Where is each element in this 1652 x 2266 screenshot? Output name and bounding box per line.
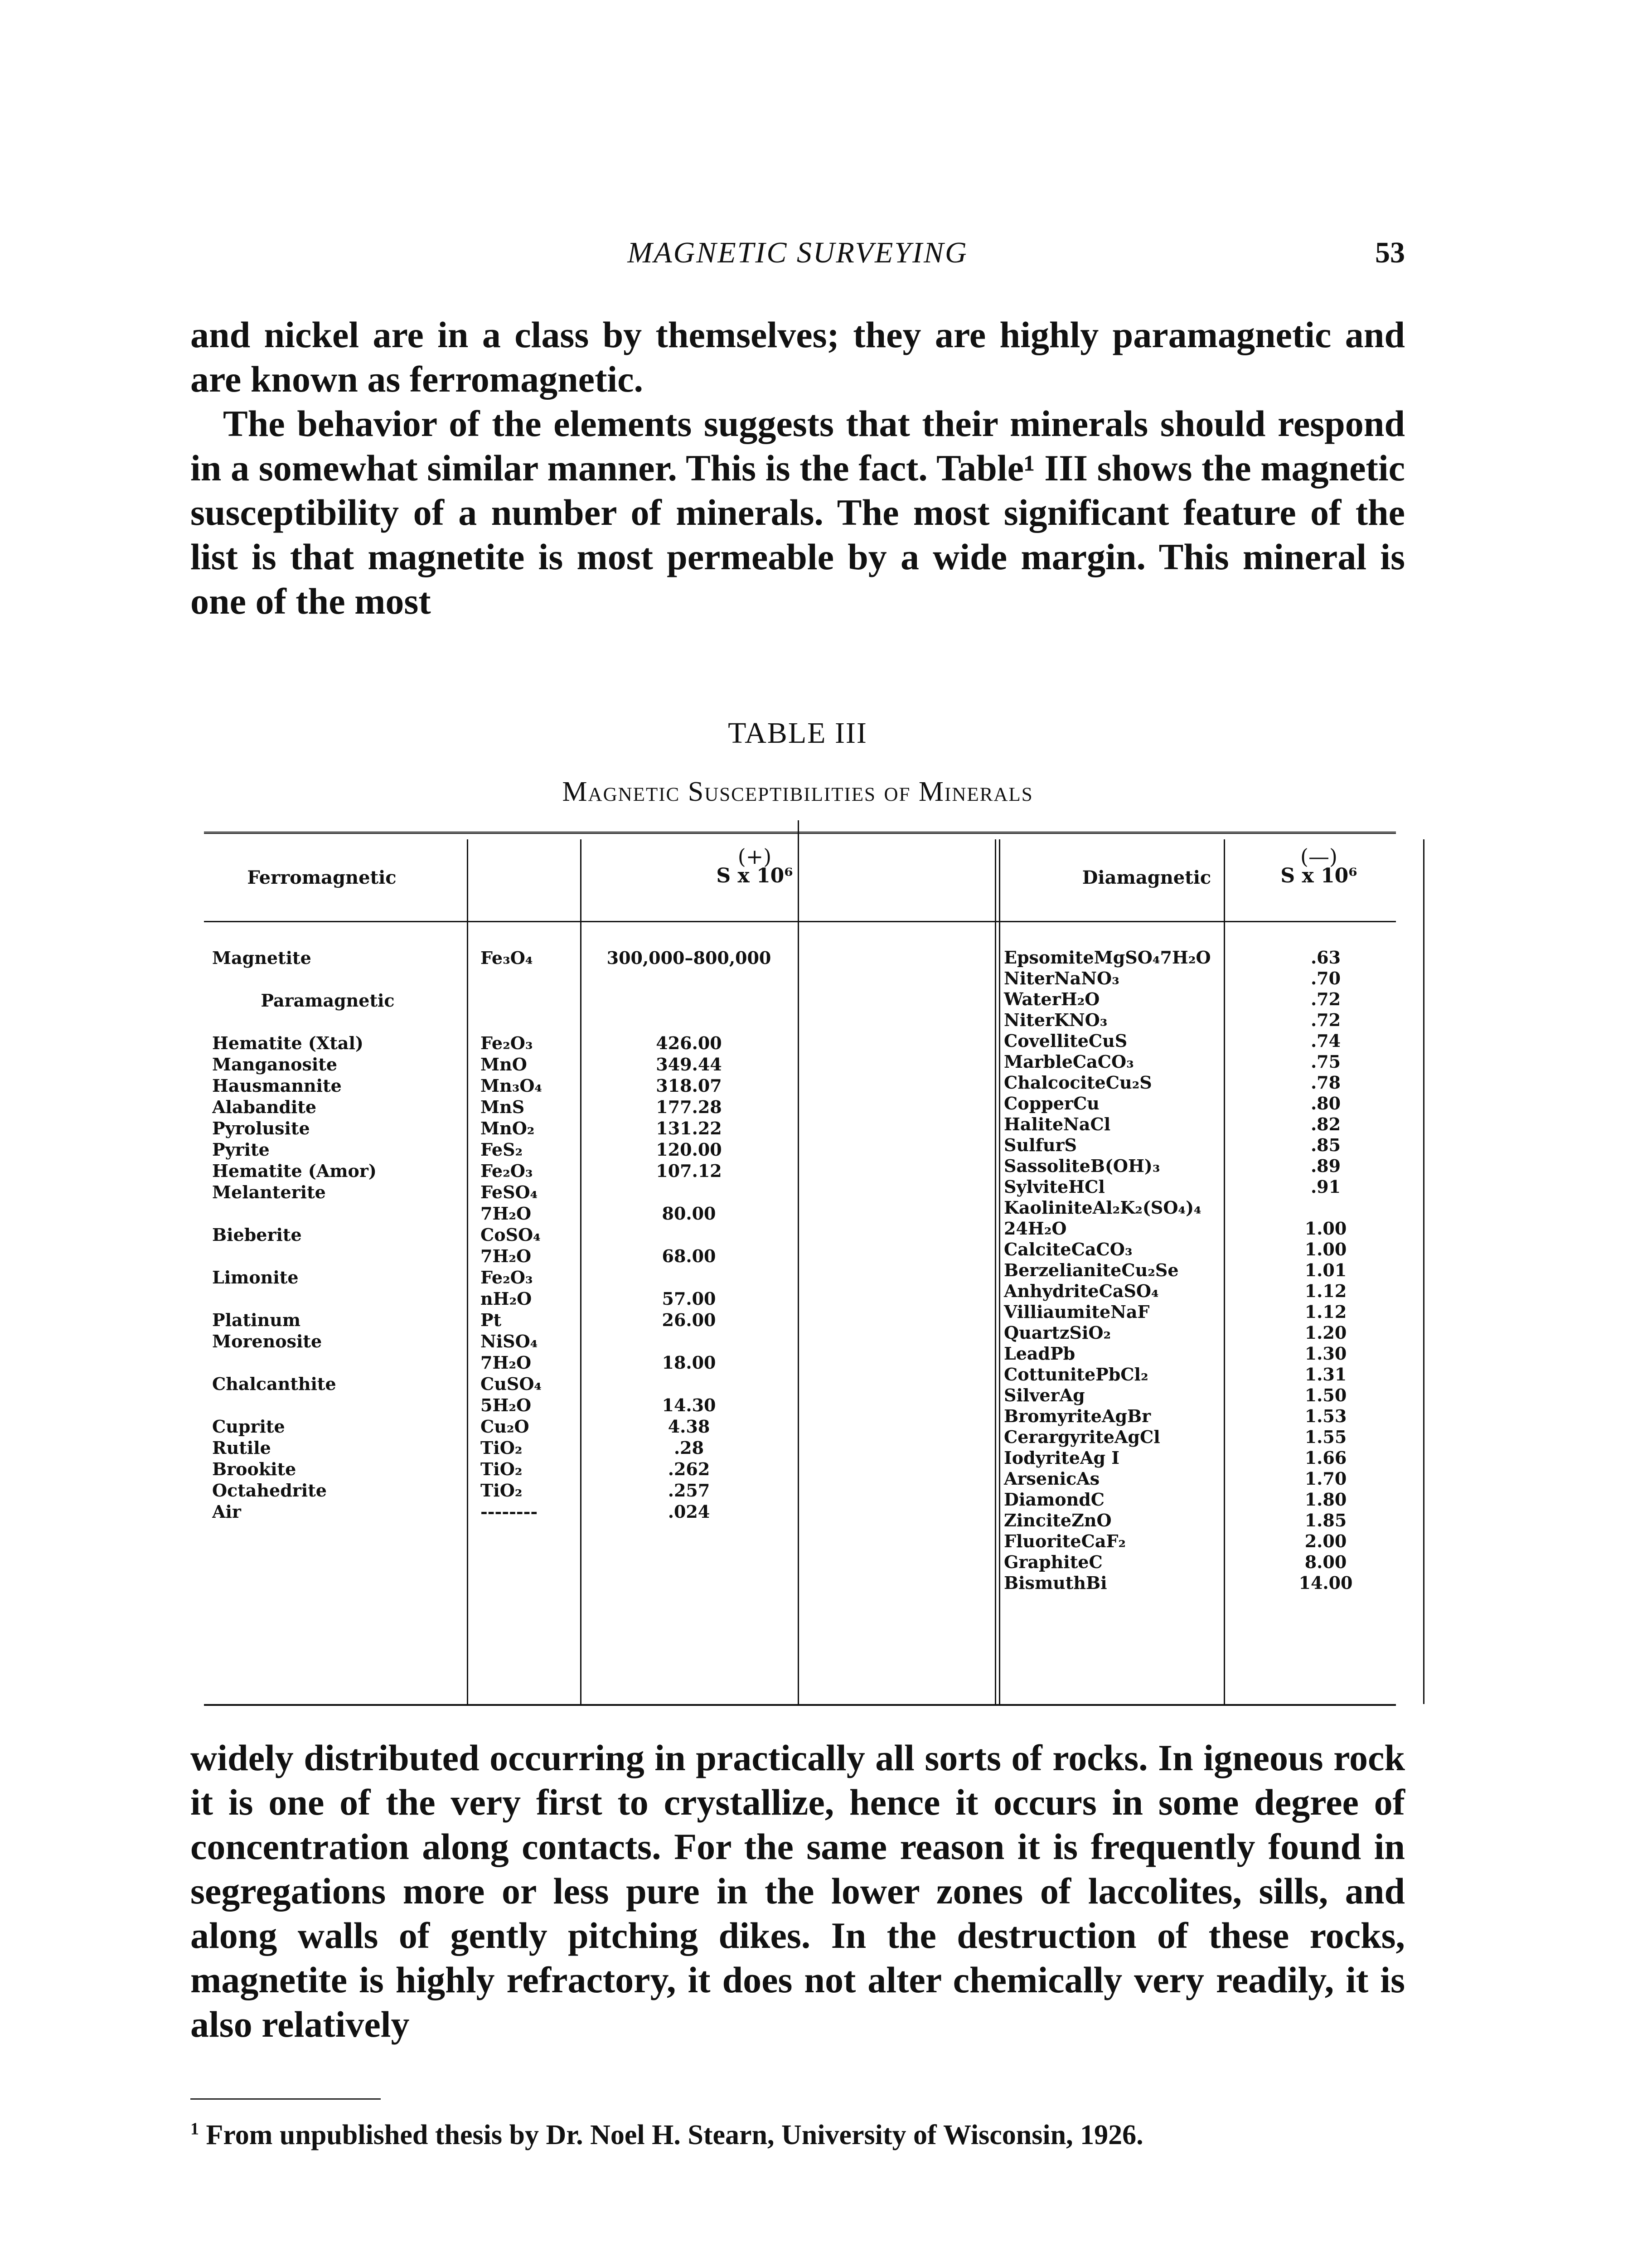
table-row xyxy=(204,1352,1006,1373)
mineral-name: Arsenic xyxy=(1004,1468,1077,1489)
footnote-mark: 1 xyxy=(190,2119,199,2139)
susceptibility-value: .70 xyxy=(1310,968,1341,988)
susceptibility-value: .024 xyxy=(668,1501,710,1522)
mineral-formula: MnS xyxy=(480,1097,525,1117)
left-rows xyxy=(204,947,1006,1522)
susceptibility-value: 2.00 xyxy=(1304,1531,1347,1551)
susceptibility-value: .80 xyxy=(1310,1093,1341,1114)
table-row xyxy=(204,1437,1006,1458)
table-row xyxy=(1004,1427,1396,1448)
mineral-name: Bismuth xyxy=(1004,1573,1086,1593)
mineral-formula: 7H₂O xyxy=(480,1352,532,1373)
susceptibility-value: .28 xyxy=(673,1438,704,1458)
table-row xyxy=(1004,1218,1396,1239)
minus-unit: S x 10⁶ xyxy=(1280,864,1357,887)
mineral-name: Sassolite xyxy=(1004,1156,1090,1176)
susceptibility-value: 8.00 xyxy=(1304,1552,1347,1572)
susceptibility-value: .82 xyxy=(1310,1114,1341,1134)
susceptibility-value: .262 xyxy=(668,1459,710,1479)
susceptibility-value: 80.00 xyxy=(662,1203,716,1224)
susceptibility-value: 318.07 xyxy=(656,1075,722,1096)
susceptibility-value: 1.20 xyxy=(1304,1322,1347,1343)
mineral-name: Epsomite xyxy=(1004,947,1094,968)
mineral-formula: NaNO₃ xyxy=(1054,968,1119,988)
mineral-name: Hausmannite xyxy=(212,1075,342,1096)
table-row xyxy=(1004,1260,1396,1281)
table-row xyxy=(204,1118,1006,1139)
table-row xyxy=(1004,1489,1396,1510)
susceptibility-value: 14.00 xyxy=(1298,1573,1353,1593)
table-row xyxy=(204,1267,1006,1288)
table-row xyxy=(204,1054,1006,1075)
table-row xyxy=(204,1458,1006,1480)
susceptibility-value: 120.00 xyxy=(656,1139,722,1160)
mineral-name: Berzelianite xyxy=(1004,1260,1122,1280)
footnote xyxy=(190,2116,1405,2154)
susceptibility-value: .75 xyxy=(1310,1051,1341,1072)
susceptibility-value: 1.50 xyxy=(1304,1385,1347,1405)
mineral-name: Diamond xyxy=(1004,1489,1091,1510)
susceptibility-value: 1.00 xyxy=(1304,1239,1347,1259)
mineral-formula: TiO₂ xyxy=(480,1480,523,1501)
susceptibility-value: 1.31 xyxy=(1304,1364,1347,1385)
mineral-formula: MnO xyxy=(480,1054,527,1075)
mineral-name: Copper xyxy=(1004,1093,1073,1114)
mineral-formula: HCl xyxy=(1068,1177,1105,1197)
susceptibility-value: 131.22 xyxy=(656,1118,722,1138)
susceptibility-value: 4.38 xyxy=(668,1416,710,1437)
susceptibility-value: .257 xyxy=(668,1480,710,1501)
table-row xyxy=(1004,1093,1396,1114)
mineral-formula: Fe₃O₄ xyxy=(480,948,533,968)
susceptibility-value: 1.01 xyxy=(1304,1260,1347,1280)
footnote-rule xyxy=(190,2098,381,2100)
mineral-formula: C xyxy=(1089,1552,1103,1572)
mineral-name: Pyrite xyxy=(212,1139,270,1160)
mineral-name: Quartz xyxy=(1004,1322,1070,1343)
susceptibility-value: 349.44 xyxy=(656,1054,722,1075)
mineral-formula: Fe₂O₃ xyxy=(480,1267,533,1288)
mineral-formula: Ag I xyxy=(1080,1448,1120,1468)
table-row xyxy=(1004,1531,1396,1552)
susceptibility-value: 426.00 xyxy=(656,1033,722,1053)
susceptibility-value: .78 xyxy=(1310,1072,1341,1093)
table-row xyxy=(204,1501,1006,1522)
susceptibility-value: 1.80 xyxy=(1304,1489,1347,1510)
running-title: MAGNETIC SURVEYING xyxy=(627,236,968,269)
mineral-formula: ZnO xyxy=(1071,1510,1112,1530)
table-row xyxy=(204,1331,1006,1352)
table-row xyxy=(1004,1468,1396,1489)
table-header xyxy=(204,839,1396,922)
table-row xyxy=(1004,1385,1396,1406)
mineral-name: Limonite xyxy=(212,1267,299,1288)
susceptibility-value: 1.12 xyxy=(1304,1302,1347,1322)
susceptibility-value: 1.55 xyxy=(1304,1427,1347,1447)
mineral-formula: 7H₂O xyxy=(480,1246,532,1266)
mineral-formula: 7H₂O xyxy=(480,1203,532,1224)
table-row xyxy=(1004,947,1396,968)
table-subcaption: Magnetic Susceptibilities of Minerals xyxy=(562,776,1033,807)
plus-unit: S x 10⁶ xyxy=(716,864,793,887)
mineral-name: Anhydrite xyxy=(1004,1281,1099,1301)
table-row xyxy=(204,1394,1006,1416)
table-row xyxy=(204,968,1006,990)
susceptibility-value: 26.00 xyxy=(662,1310,716,1330)
table-row xyxy=(1004,1197,1396,1218)
mineral-formula: NaCl xyxy=(1063,1114,1111,1134)
mineral-name: Bieberite xyxy=(212,1225,302,1245)
mineral-formula: FeSO₄ xyxy=(480,1182,538,1202)
header-plus-column xyxy=(657,844,852,887)
mineral-name: Hematite (Xtal) xyxy=(212,1033,363,1053)
susceptibility-value: 1.00 xyxy=(1304,1218,1347,1239)
table-row xyxy=(1004,1302,1396,1322)
table-row xyxy=(1004,1322,1396,1343)
table-row xyxy=(204,1309,1006,1331)
susceptibility-value: 300,000–800,000 xyxy=(606,948,771,968)
table-row xyxy=(1004,1239,1396,1260)
mineral-formula: -------- xyxy=(480,1501,538,1522)
mineral-formula: FeS₂ xyxy=(480,1139,523,1160)
table-row xyxy=(1004,1406,1396,1427)
susceptibility-value: 68.00 xyxy=(662,1246,716,1266)
table-row xyxy=(1004,1573,1396,1593)
mineral-name: Niter xyxy=(1004,968,1054,988)
mineral-name: Air xyxy=(212,1501,241,1522)
mineral-name: Platinum xyxy=(212,1310,301,1330)
mineral-name: Halite xyxy=(1004,1114,1064,1134)
mineral-formula: Ag xyxy=(1059,1385,1085,1405)
mineral-formula: PbCl₂ xyxy=(1095,1364,1148,1385)
susceptibility-value: 107.12 xyxy=(656,1161,722,1181)
body-text-bottom xyxy=(190,1736,1405,2047)
susceptibility-value: .89 xyxy=(1310,1156,1341,1176)
mineral-formula: Cu xyxy=(1073,1093,1100,1114)
susceptibility-value: .74 xyxy=(1310,1031,1341,1051)
mineral-formula: 24H₂O xyxy=(1004,1218,1067,1239)
susceptibility-value: 1.12 xyxy=(1304,1281,1347,1301)
susceptibility-value: .72 xyxy=(1310,1010,1341,1030)
table-row xyxy=(1004,1072,1396,1093)
mineral-name: Lead xyxy=(1004,1343,1051,1364)
mineral-name: Morenosite xyxy=(212,1331,322,1351)
body-text-top xyxy=(190,313,1405,624)
mineral-formula: nH₂O xyxy=(480,1288,532,1309)
table-row xyxy=(204,1245,1006,1267)
susceptibility-value: .72 xyxy=(1310,989,1341,1009)
mineral-formula: AgCl xyxy=(1114,1427,1160,1447)
table-row xyxy=(1004,1051,1396,1072)
mineral-formula: AgBr xyxy=(1101,1406,1151,1426)
mineral-formula: NiSO₄ xyxy=(480,1331,538,1351)
table-row xyxy=(1004,1364,1396,1385)
susceptibility-value: 1.85 xyxy=(1304,1510,1347,1530)
mineral-formula: B(OH)₃ xyxy=(1090,1156,1160,1176)
table-caption: TABLE III xyxy=(728,717,867,750)
mineral-formula: TiO₂ xyxy=(480,1438,523,1458)
mineral-formula: TiO₂ xyxy=(480,1459,523,1479)
susceptibility-value: 1.53 xyxy=(1304,1406,1347,1426)
susceptibility-table xyxy=(204,832,1396,1706)
table-row xyxy=(1004,1343,1396,1364)
mineral-name: Cottunite xyxy=(1004,1364,1096,1385)
mineral-formula: Pt xyxy=(480,1310,502,1330)
mineral-name: Cerargyrite xyxy=(1004,1427,1114,1447)
paragraph: and nickel are in a class by themselves; they are highly paramagnetic and are known as ferromagnetic. xyxy=(190,314,1405,400)
susceptibility-value: .91 xyxy=(1310,1177,1341,1197)
table-row xyxy=(204,1011,1006,1032)
mineral-formula: CuS xyxy=(1088,1031,1128,1051)
mineral-formula: CaCO₃ xyxy=(1071,1239,1133,1259)
table-row xyxy=(1004,1031,1396,1051)
susceptibility-value: 18.00 xyxy=(662,1352,716,1373)
table-row xyxy=(204,1373,1006,1394)
mineral-formula: CaCO₃ xyxy=(1072,1051,1134,1072)
mineral-formula: Cu₂Se xyxy=(1121,1260,1179,1280)
mineral-formula: H₂O xyxy=(1061,989,1100,1009)
susceptibility-value: 1.30 xyxy=(1304,1343,1347,1364)
mineral-formula: Al₂K₂(SO₄)₄ xyxy=(1092,1197,1201,1218)
table-row xyxy=(204,1139,1006,1160)
mineral-formula: MnO₂ xyxy=(480,1118,535,1138)
table-row xyxy=(1004,1281,1396,1302)
mineral-formula: SiO₂ xyxy=(1069,1322,1111,1343)
mineral-formula: Mn₃O₄ xyxy=(480,1075,543,1096)
table-row xyxy=(1004,1448,1396,1468)
mineral-formula: Pb xyxy=(1050,1343,1075,1364)
mineral-formula: Cu₂O xyxy=(480,1416,529,1437)
mineral-name: Brookite xyxy=(212,1459,296,1479)
mineral-name: Kaolinite xyxy=(1004,1197,1093,1218)
mineral-formula: CuSO₄ xyxy=(480,1374,542,1394)
header-ferromagnetic: Ferromagnetic xyxy=(247,867,397,888)
mineral-name: Melanterite xyxy=(212,1182,326,1202)
susceptibility-value: .63 xyxy=(1310,947,1341,968)
mineral-formula: As xyxy=(1076,1468,1100,1489)
plus-sign: (+) xyxy=(737,844,772,869)
susceptibility-value: .85 xyxy=(1310,1135,1341,1155)
table-row xyxy=(1004,1156,1396,1177)
mineral-formula: Fe₂O₃ xyxy=(480,1161,533,1181)
mineral-formula: MgSO₄7H₂O xyxy=(1094,947,1211,968)
mineral-name: Silver xyxy=(1004,1385,1060,1405)
table-row xyxy=(204,1480,1006,1501)
table-row xyxy=(204,1416,1006,1437)
column-divider xyxy=(1423,839,1424,1704)
table-row xyxy=(204,1203,1006,1224)
table-row xyxy=(1004,1552,1396,1573)
paragraph: The behavior of the elements suggests that their minerals should respond in a somewhat similar manner. This is the fact. Table¹ III shows the magnetic susceptibility of a number of minerals. The most significant feature of the list is that magnetite is most permeable by a wide margin. This mineral is one of the most xyxy=(190,403,1405,622)
header-diamagnetic: Diamagnetic xyxy=(1082,867,1211,888)
table-row xyxy=(204,1181,1006,1203)
mineral-name: Fluorite xyxy=(1004,1531,1081,1551)
page-number: 53 xyxy=(1375,236,1405,269)
mineral-name: Bromyrite xyxy=(1004,1406,1102,1426)
mineral-name: Graphite xyxy=(1004,1552,1089,1572)
mineral-formula: C xyxy=(1090,1489,1105,1510)
mineral-name: Magnetite xyxy=(212,948,311,968)
mineral-name: Villiaumite xyxy=(1004,1302,1111,1322)
footnote-text: From unpublished thesis by Dr. Noel H. Stearn, University of Wisconsin, 1926. xyxy=(206,2120,1143,2150)
mineral-name: Pyrolusite xyxy=(212,1118,310,1138)
mineral-formula: 5H₂O xyxy=(480,1395,532,1415)
header-minus-column xyxy=(1260,844,1378,887)
minus-sign: (—) xyxy=(1300,844,1337,869)
mineral-name: Alabandite xyxy=(212,1097,317,1117)
table-row xyxy=(204,1032,1006,1054)
mineral-name: Sulfur xyxy=(1004,1135,1065,1155)
running-head xyxy=(190,236,1405,272)
mineral-name: Niter xyxy=(1004,1010,1054,1030)
susceptibility-value: 1.66 xyxy=(1304,1448,1347,1468)
table-row xyxy=(204,1096,1006,1118)
mineral-name: Manganosite xyxy=(212,1054,338,1075)
paramagnetic-heading: Paramagnetic xyxy=(261,990,395,1011)
mineral-formula: Fe₂O₃ xyxy=(480,1033,533,1053)
table-row xyxy=(1004,1114,1396,1135)
table-row xyxy=(1004,968,1396,989)
mineral-name: Iodyrite xyxy=(1004,1448,1080,1468)
mineral-formula: KNO₃ xyxy=(1054,1010,1108,1030)
table-row xyxy=(204,990,1006,1011)
mineral-formula: CaSO₄ xyxy=(1099,1281,1159,1301)
table-row xyxy=(204,1160,1006,1181)
table-row xyxy=(1004,1135,1396,1156)
mineral-name: Chalcanthite xyxy=(212,1374,336,1394)
mineral-formula: CoSO₄ xyxy=(480,1225,541,1245)
mineral-name: Chalcocite xyxy=(1004,1072,1106,1093)
table-row xyxy=(204,1075,1006,1096)
table-row xyxy=(1004,1010,1396,1031)
susceptibility-value: 57.00 xyxy=(662,1288,716,1309)
mineral-name: Sylvite xyxy=(1004,1177,1069,1197)
paramagnetic-column xyxy=(204,947,1006,1522)
mineral-name: Cuprite xyxy=(212,1416,285,1437)
mineral-name: Marble xyxy=(1004,1051,1073,1072)
table-row xyxy=(204,1288,1006,1309)
table-row xyxy=(204,947,1006,968)
paragraph: widely distributed occurring in practically all sorts of rocks. In igneous rock it is one of the very first to crystallize, hence it occurs in some degree of concentration along contacts. For the same reason it is frequently found in segregations more or less pure in the lower zones of laccolites, sills, and along walls of gently pitching dikes. In the destruction of these rocks, magnetite is highly refractory, it does not alter chemically very readily, it is also relatively xyxy=(190,1737,1405,2045)
mineral-name: Covellite xyxy=(1004,1031,1089,1051)
diamagnetic-column xyxy=(1004,947,1396,1593)
mineral-name: Zincite xyxy=(1004,1510,1072,1530)
table-row xyxy=(1004,989,1396,1010)
susceptibility-value: 177.28 xyxy=(656,1097,722,1117)
dia-rows xyxy=(1004,947,1396,1593)
mineral-name: Hematite (Amor) xyxy=(212,1161,377,1181)
mineral-name: Octahedrite xyxy=(212,1480,327,1501)
mineral-formula: CaF₂ xyxy=(1081,1531,1126,1551)
mineral-formula: S xyxy=(1064,1135,1077,1155)
mineral-formula: NaF xyxy=(1110,1302,1150,1322)
susceptibility-value: 1.70 xyxy=(1304,1468,1347,1489)
mineral-formula: Bi xyxy=(1085,1573,1107,1593)
mineral-name: Water xyxy=(1004,989,1061,1009)
susceptibility-value: 14.30 xyxy=(662,1395,716,1415)
mineral-formula: Cu₂S xyxy=(1105,1072,1152,1093)
mineral-name: Calcite xyxy=(1004,1239,1071,1259)
mineral-name: Rutile xyxy=(212,1438,271,1458)
table-row xyxy=(204,1224,1006,1245)
table-row xyxy=(1004,1177,1396,1197)
table-row xyxy=(1004,1510,1396,1531)
